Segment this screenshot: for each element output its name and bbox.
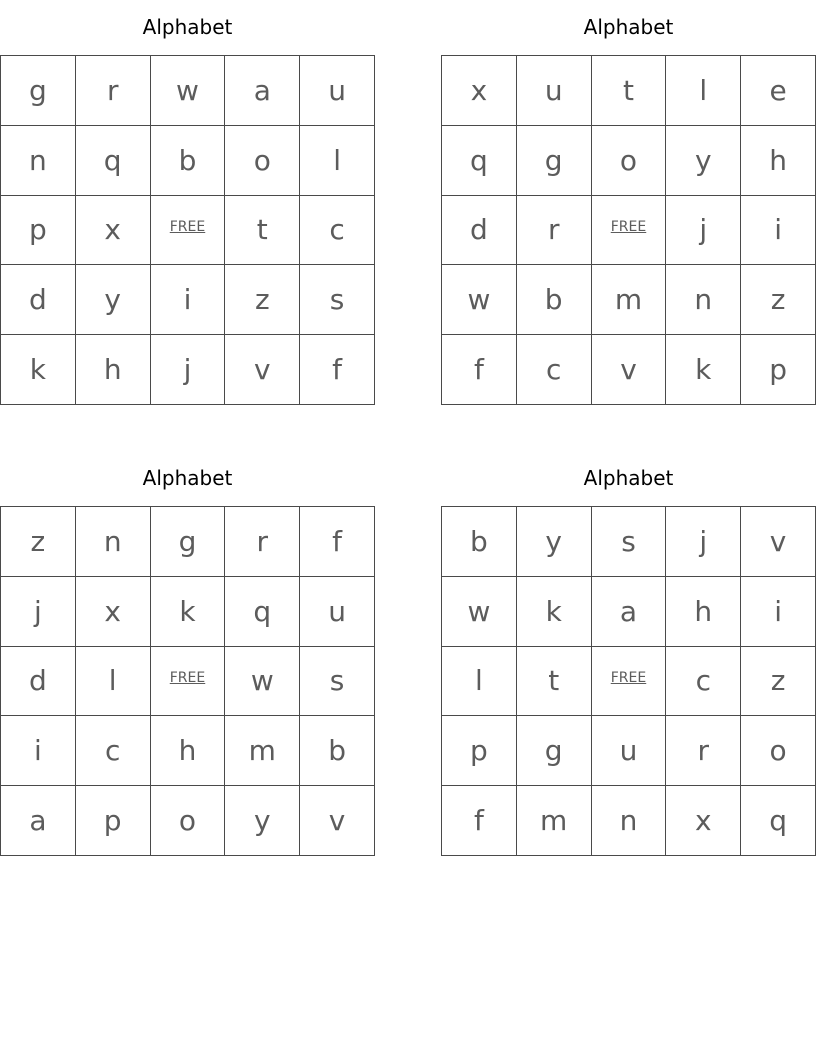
bingo-cell: k [151,577,226,647]
bingo-cell: o [592,126,667,196]
bingo-cell: c [517,335,592,405]
bingo-cell: d [1,647,76,717]
bingo-cell: n [76,507,151,577]
bingo-cell: u [592,716,667,786]
bingo-cell: d [442,196,517,266]
bingo-cell: h [151,716,226,786]
bingo-cell: e [741,56,816,126]
bingo-cell: k [517,577,592,647]
bingo-cell: c [76,716,151,786]
bingo-cell: i [741,196,816,266]
bingo-cell: w [442,577,517,647]
bingo-cell: t [517,647,592,717]
bingo-cell: b [300,716,375,786]
bingo-cell: x [76,577,151,647]
bingo-cell: c [300,196,375,266]
bingo-cell: a [225,56,300,126]
bingo-cell: j [151,335,226,405]
card-title: Alphabet [142,15,233,39]
bingo-cell: u [300,577,375,647]
bingo-cell: f [300,507,375,577]
bingo-cell: i [741,577,816,647]
bingo-cell: v [592,335,667,405]
bingo-cell: k [666,335,741,405]
bingo-grid [0,506,375,856]
bingo-cell: l [76,647,151,717]
bingo-cell: s [300,647,375,717]
free-space-cell: FREE [151,196,226,266]
bingo-grid [441,506,816,856]
bingo-cell: m [592,265,667,335]
bingo-cell: l [666,56,741,126]
bingo-cell: g [517,126,592,196]
bingo-cell: d [1,265,76,335]
bingo-cell: r [517,196,592,266]
bingo-cell: r [666,716,741,786]
bingo-cell: b [442,507,517,577]
bingo-cell: q [442,126,517,196]
bingo-cell: v [225,335,300,405]
bingo-cell: h [741,126,816,196]
bingo-cell: o [741,716,816,786]
bingo-cell: y [517,507,592,577]
bingo-cell: q [741,786,816,856]
bingo-cell: i [1,716,76,786]
bingo-cell: t [225,196,300,266]
bingo-cell: z [225,265,300,335]
bingo-cell: y [666,126,741,196]
bingo-cell: z [741,265,816,335]
free-space-cell: FREE [151,647,226,717]
bingo-cell: f [442,786,517,856]
bingo-cell: x [76,196,151,266]
bingo-cell: n [666,265,741,335]
bingo-cell: w [225,647,300,717]
bingo-cell: g [517,716,592,786]
card-title: Alphabet [583,15,674,39]
bingo-cell: z [1,507,76,577]
bingo-cell: q [225,577,300,647]
bingo-cell: p [1,196,76,266]
bingo-cell: n [1,126,76,196]
bingo-cell: f [300,335,375,405]
bingo-cell: c [666,647,741,717]
bingo-cell: k [1,335,76,405]
free-space-cell: FREE [592,196,667,266]
bingo-cell: h [76,335,151,405]
bingo-cell: i [151,265,226,335]
bingo-cell: j [666,507,741,577]
card-title: Alphabet [142,466,233,490]
bingo-cell: z [741,647,816,717]
bingo-cell: m [225,716,300,786]
card-title: Alphabet [583,466,674,490]
bingo-cell: m [517,786,592,856]
bingo-cell: x [442,56,517,126]
bingo-cell: l [300,126,375,196]
bingo-cell: r [76,56,151,126]
free-space-cell: FREE [592,647,667,717]
bingo-cell: o [151,786,226,856]
bingo-cell: b [151,126,226,196]
bingo-cell: a [1,786,76,856]
bingo-cell: q [76,126,151,196]
bingo-cell: x [666,786,741,856]
bingo-cell: s [300,265,375,335]
bingo-cell: g [1,56,76,126]
bingo-cell: v [300,786,375,856]
bingo-cell: y [76,265,151,335]
bingo-cell: w [151,56,226,126]
bingo-cell: j [666,196,741,266]
bingo-cell: h [666,577,741,647]
bingo-cell: o [225,126,300,196]
bingo-cell: y [225,786,300,856]
bingo-cell: t [592,56,667,126]
bingo-cell: u [300,56,375,126]
bingo-cell: w [442,265,517,335]
bingo-cell: f [442,335,517,405]
bingo-cell: u [517,56,592,126]
bingo-grid [441,55,816,405]
bingo-cell: b [517,265,592,335]
bingo-grid [0,55,375,405]
bingo-cell: a [592,577,667,647]
bingo-cell: p [76,786,151,856]
bingo-cell: j [1,577,76,647]
bingo-cell: s [592,507,667,577]
bingo-cell: l [442,647,517,717]
bingo-cell: g [151,507,226,577]
bingo-cell: r [225,507,300,577]
bingo-cell: p [442,716,517,786]
bingo-cell: n [592,786,667,856]
bingo-cell: p [741,335,816,405]
bingo-cell: v [741,507,816,577]
